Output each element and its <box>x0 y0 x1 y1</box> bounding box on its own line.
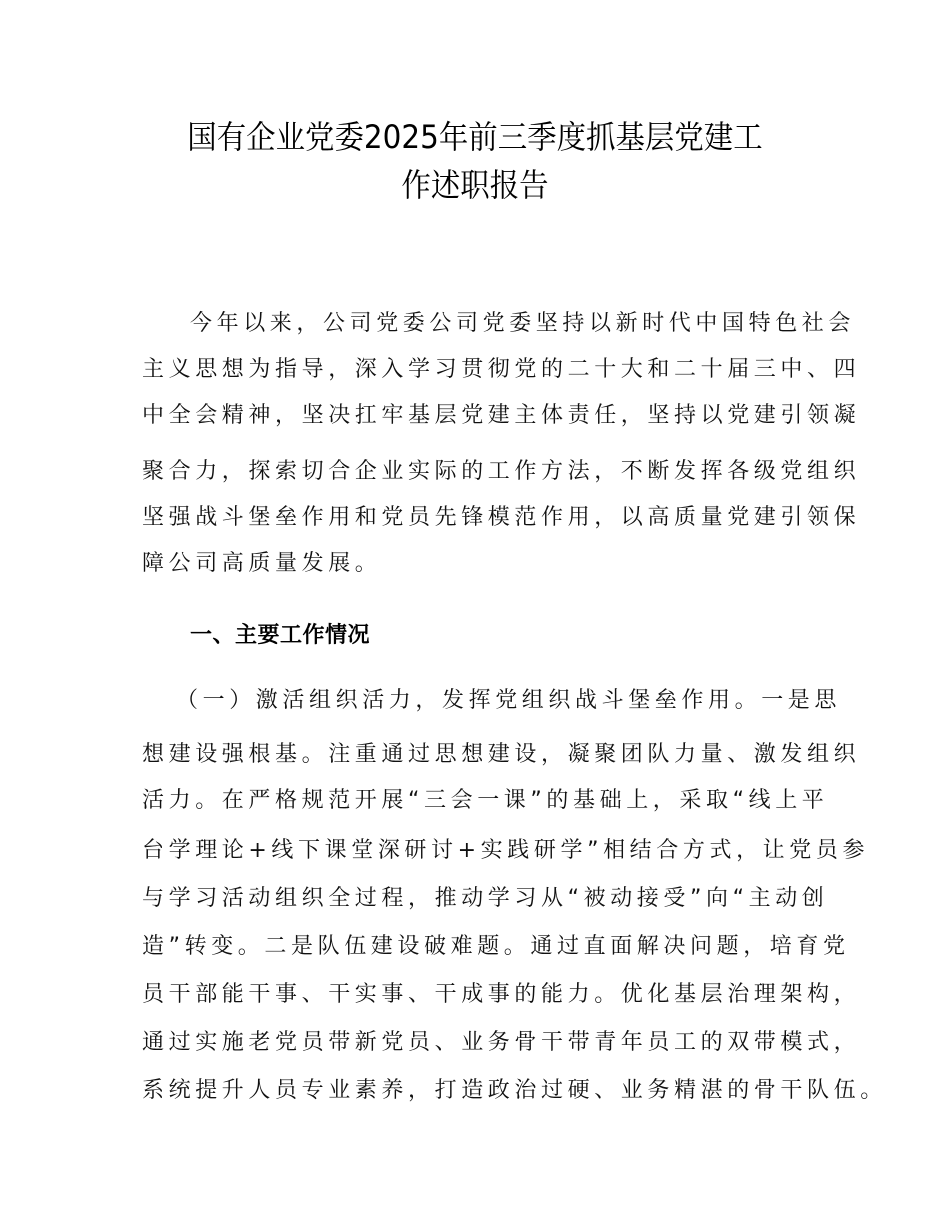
section-1-line-2: 想建设强根基。注重通过思想建设，凝聚团队力量、激发组织 <box>142 742 861 767</box>
section-1-line-9: 系统提升人员专业素养，打造政治过硬、业务精湛的骨干队伍。 <box>142 1078 887 1103</box>
intro-line-2: 主义思想为指导，深入学习贯彻党的二十大和二十届三中、四 <box>142 357 861 382</box>
section-1-line-1: （一）激活组织活力，发挥党组织战斗堡垒作用。一是思 <box>176 688 842 713</box>
section-1-line-8: 通过实施老党员带新党员、业务骨干带青年员工的双带模式， <box>142 1030 861 1055</box>
section-1-line-4: 台学理论+线下课堂深研讨+实践研学”相结合方式，让党员参 <box>142 838 870 863</box>
section-1-line-6: 造”转变。二是队伍建设破难题。通过直面解决问题，培育党 <box>142 934 850 959</box>
intro-line-1: 今年以来，公司党委公司党委坚持以新时代中国特色社会 <box>190 311 856 336</box>
document-title-line-2: 作述职报告 <box>401 166 549 204</box>
section-1-line-5: 与学习活动组织全过程，推动学习从“被动接受”向“主动创 <box>142 886 829 911</box>
intro-line-6: 障公司高质量发展。 <box>142 551 382 576</box>
section-1-line-3: 活力。在严格规范开展“三会一课”的基础上，采取“线上平 <box>142 788 829 813</box>
document-title-line-1: 国有企业党委2025年前三季度抓基层党建工 <box>187 118 763 156</box>
intro-line-4: 聚合力，探索切合企业实际的工作方法，不断发挥各级党组织 <box>142 459 861 484</box>
intro-line-3: 中全会精神，坚决扛牢基层党建主体责任，坚持以党建引领凝 <box>142 403 861 428</box>
intro-line-5: 坚强战斗堡垒作用和党员先锋模范作用，以高质量党建引领保 <box>142 505 861 530</box>
section-1-line-7: 员干部能干事、干实事、干成事的能力。优化基层治理架构， <box>142 982 861 1007</box>
section-heading: 一、主要工作情况 <box>190 623 371 648</box>
